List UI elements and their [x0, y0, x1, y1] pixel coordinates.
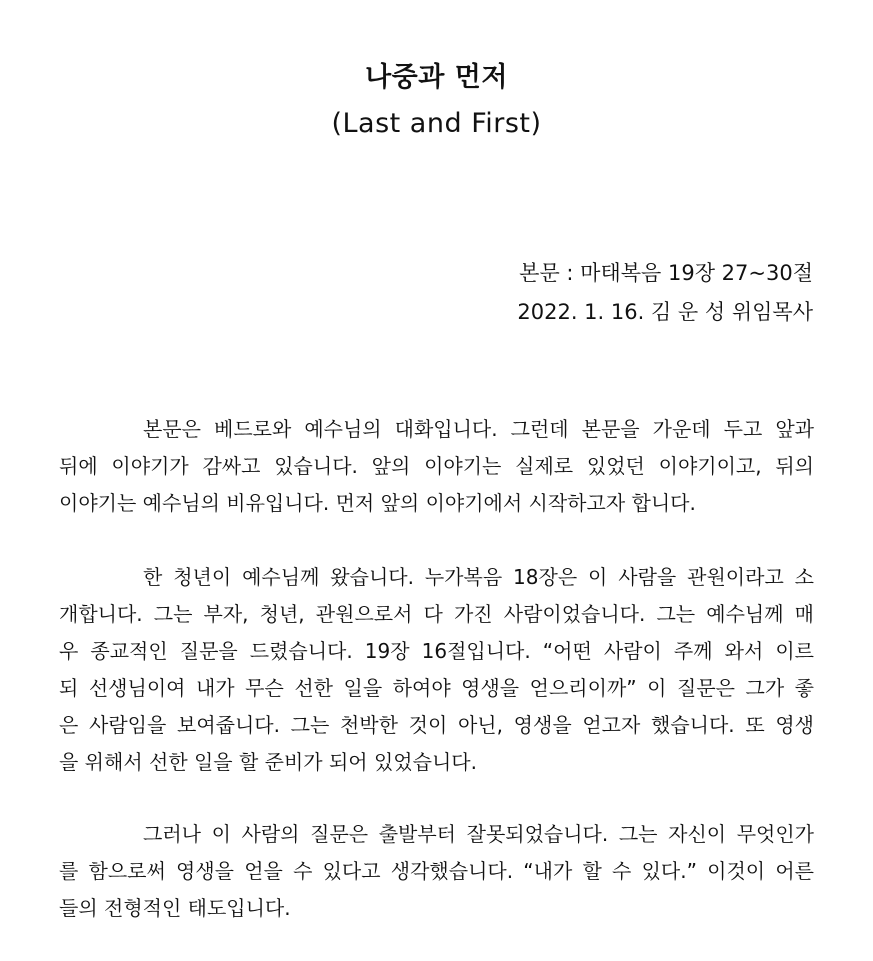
paragraph-2 [59, 559, 814, 781]
paragraph-line: 를 함으로써 영생을 얻을 수 있다고 생각했습니다. “내가 할 수 있다.” 이것이 어른 [59, 859, 814, 883]
sermon-title: 나중과 먼저 [365, 62, 508, 93]
paragraph-line: 한 청년이 예수님께 왔습니다. 누가복음 18장은 이 사람을 관원이라고 소 [143, 565, 814, 589]
paragraph-line: 이야기는 예수님의 비유입니다. 먼저 앞의 이야기에서 시작하고자 합니다. [59, 491, 696, 515]
paragraph-line: 개합니다. 그는 부자, 청년, 관원으로서 다 가진 사람이었습니다. 그는 예수님께 매 [59, 602, 814, 626]
paragraph-line: 은 사람임을 보여줍니다. 그는 천박한 것이 아닌, 영생을 얻고자 했습니다. 또 영생 [59, 713, 814, 737]
paragraph-1 [59, 411, 814, 522]
paragraph-3 [59, 816, 814, 927]
paragraph-line: 뒤에 이야기가 감싸고 있습니다. 앞의 이야기는 실제로 있었던 이야기이고, 뒤의 [59, 454, 814, 478]
paragraph-line: 본문은 베드로와 예수님의 대화입니다. 그런데 본문을 가운데 두고 앞과 [143, 417, 814, 441]
paragraph-line: 되 선생님이여 내가 무슨 선한 일을 하여야 영생을 얻으리이까” 이 질문은 그가 좋 [59, 676, 814, 700]
paragraph-line: 그러나 이 사람의 질문은 출발부터 잘못되었습니다. 그는 자신이 무엇인가 [143, 822, 814, 846]
sermon-title-english: (Last and First) [331, 108, 542, 139]
paragraph-line: 우 종교적인 질문을 드렸습니다. 19장 16절입니다. “어떤 사람이 주께 와서 이르 [59, 639, 814, 663]
scripture-reference: 본문 : 마태복음 19장 27~30절 [519, 261, 813, 285]
date-and-author: 2022. 1. 16. 김 운 성 위임목사 [517, 300, 813, 324]
paragraph-line: 을 위해서 선한 일을 할 준비가 되어 있었습니다. [59, 750, 477, 774]
paragraph-line: 들의 전형적인 태도입니다. [59, 896, 291, 920]
